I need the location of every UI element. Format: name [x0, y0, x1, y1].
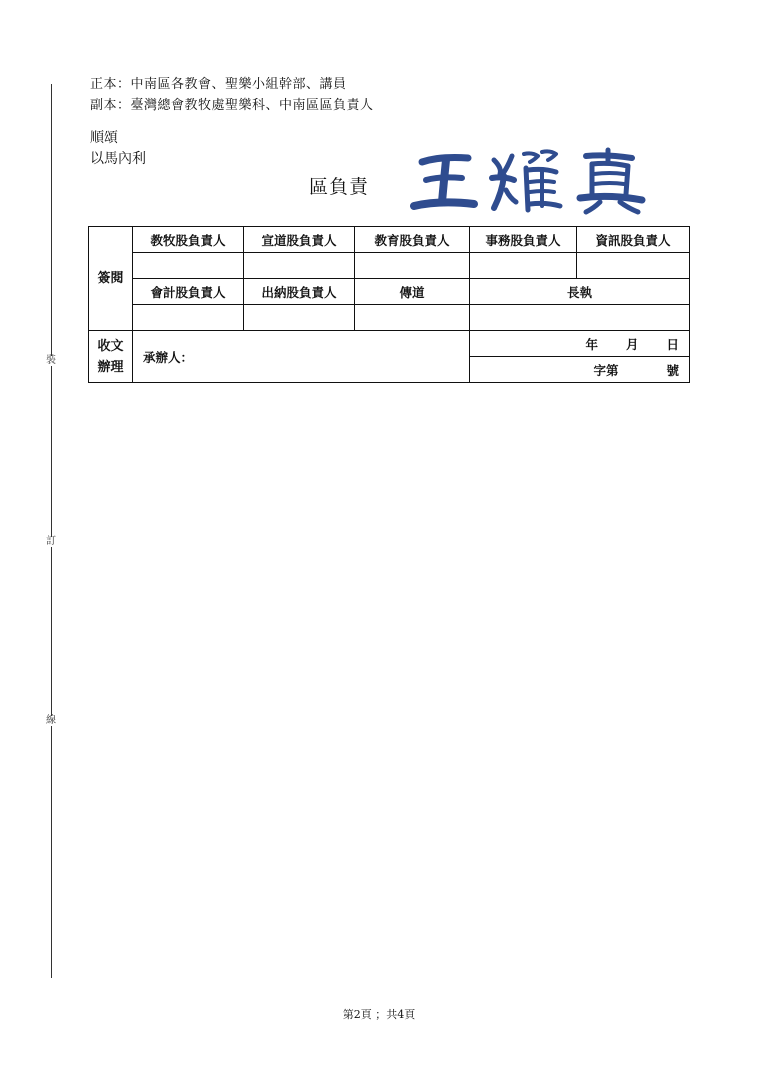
binding-line — [51, 84, 52, 978]
handling-label: 辦理 — [97, 359, 124, 375]
routing-table — [88, 226, 690, 383]
cashier-head-label: 出納股負責人 — [244, 279, 355, 305]
main-recipient-line: 正本：中南區各教會、聖樂小組幹部、講員 — [90, 77, 347, 92]
accounting-sign-box[interactable] — [133, 305, 244, 331]
preacher-sign-box[interactable] — [355, 305, 470, 331]
signer-title: 區負責 — [309, 176, 370, 198]
date-month-label: 月 — [625, 336, 639, 352]
reference-char-label: 字第 — [593, 362, 619, 378]
date-year-label: 年 — [585, 336, 598, 352]
pastoral-sign-box[interactable] — [133, 253, 244, 279]
handler-label: 承辦人： — [143, 349, 194, 365]
closing-greeting: 順頌 — [90, 130, 118, 146]
affairs-sign-box[interactable] — [470, 253, 577, 279]
reference-number-label: 號 — [666, 362, 679, 378]
handler-field[interactable] — [133, 331, 470, 383]
evangelism-sign-box[interactable] — [244, 253, 355, 279]
date-day-label: 日 — [666, 336, 679, 352]
copy-recipient-line: 副本：臺灣總會教牧處聖樂科、中南區區負責人 — [90, 98, 374, 113]
evangelism-head-label: 宣道股負責人 — [244, 227, 355, 253]
binding-mark-xian: 線 — [46, 715, 56, 726]
elders-sign-box[interactable] — [470, 305, 690, 331]
reference-number-field[interactable] — [470, 357, 690, 383]
handwritten-signature — [410, 146, 650, 218]
preacher-label: 傳道 — [355, 279, 470, 305]
binding-mark-ding: 訂 — [46, 536, 56, 547]
accounting-head-label: 會計股負責人 — [133, 279, 244, 305]
elders-label: 長執 — [470, 279, 690, 305]
closing-blessing: 以馬內利 — [90, 151, 146, 167]
affairs-head-label: 事務股負責人 — [470, 227, 577, 253]
review-header: 簽閱 — [89, 227, 133, 331]
info-sign-box[interactable] — [577, 253, 690, 279]
education-head-label: 教育股負責人 — [355, 227, 470, 253]
receipt-header — [89, 331, 133, 383]
info-head-label: 資訊股負責人 — [577, 227, 690, 253]
binding-mark-zhuang: 裝 — [46, 355, 56, 366]
cashier-sign-box[interactable] — [244, 305, 355, 331]
date-field[interactable] — [470, 331, 690, 357]
pastoral-head-label: 教牧股負責人 — [133, 227, 244, 253]
education-sign-box[interactable] — [355, 253, 470, 279]
receipt-label: 收文 — [97, 338, 124, 354]
page-number: 第2頁 ；共4頁 — [342, 1008, 416, 1021]
